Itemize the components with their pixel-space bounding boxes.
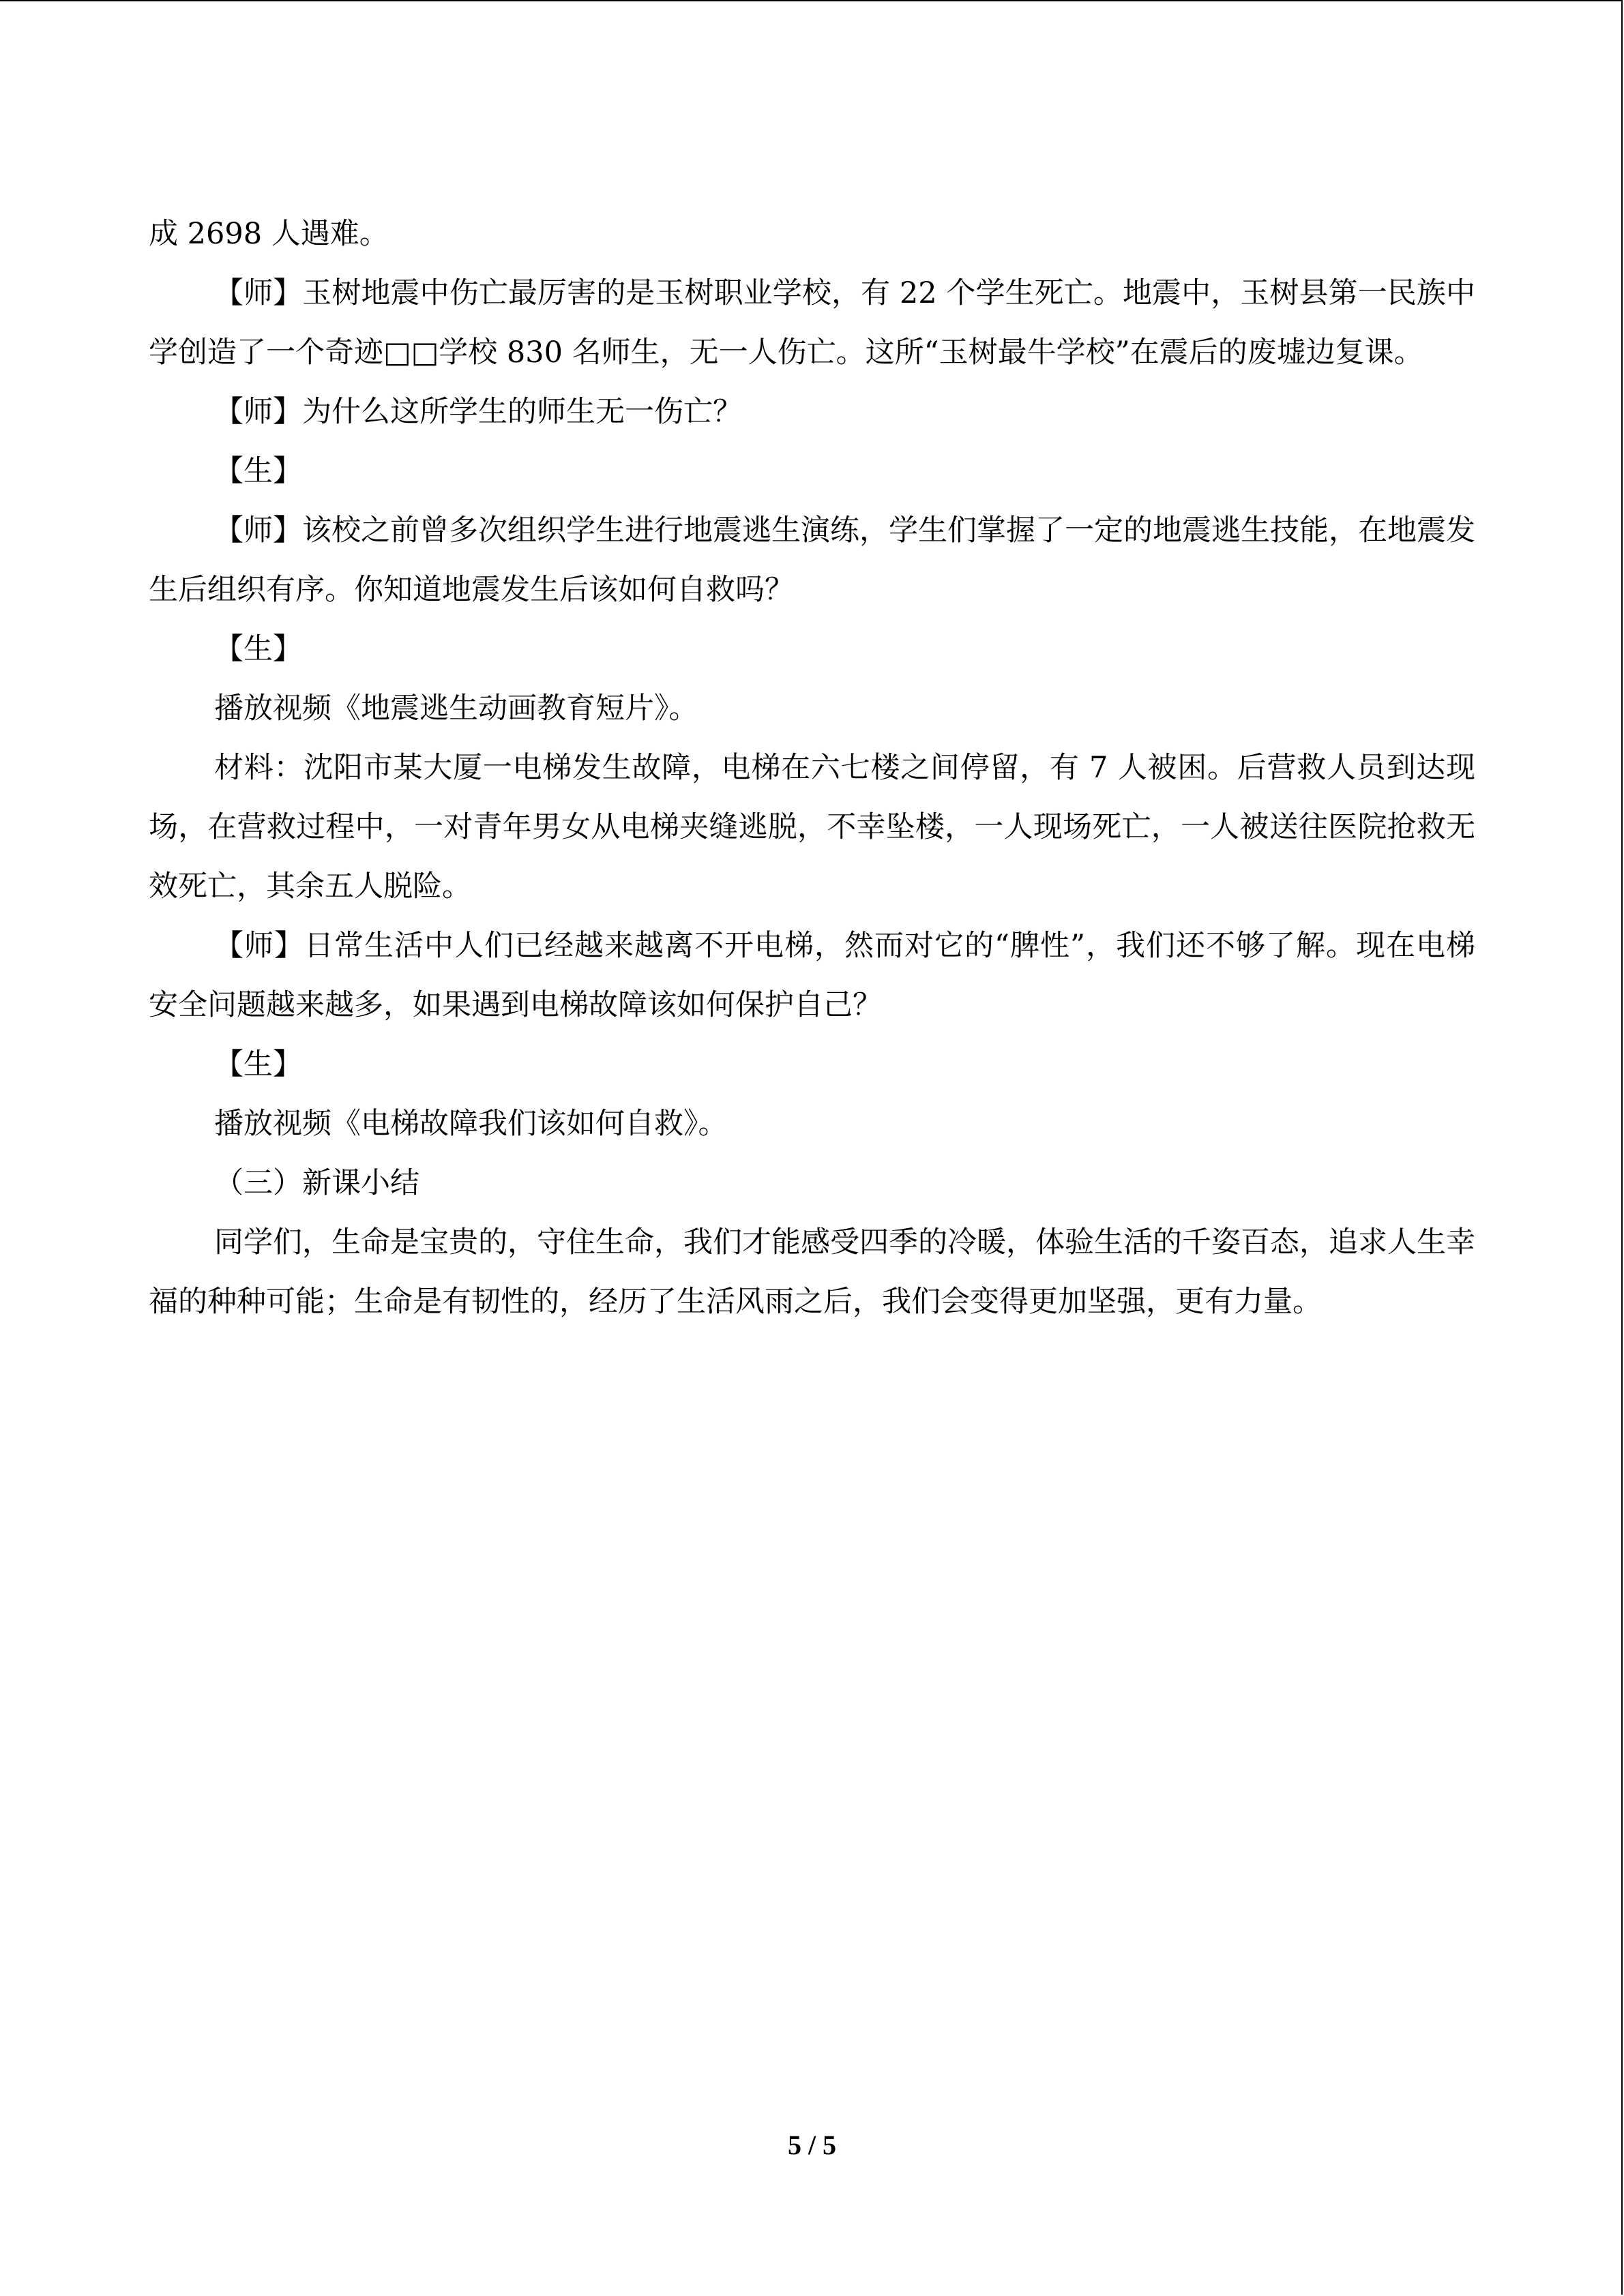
paragraph-8: 材料：沈阳市某大厦一电梯发生故障，电梯在六七楼之间停留，有 7 人被困。后营救人员到达现场，在营救过程中，一对青年男女从电梯夹缝逃脱，不幸坠楼，一人现场死亡，一人被送往医院抢救无效死亡，其余五人脱险。 (149, 751, 1475, 904)
paragraph-7: 播放视频《地震逃生动画教育短片》。 (214, 691, 698, 726)
document-body (149, 205, 1475, 1332)
paragraph-2: 【师】玉树地震中伤亡最厉害的是玉树职业学校，有 22 个学生死亡。地震中，玉树县第一民族中学创造了一个奇迹□□学校 830 名师生，无一人伤亡。这所“玉树最牛学校”在震后的废墟边复课。 (149, 276, 1475, 370)
paragraph-4: 【生】 (214, 454, 302, 488)
page-number: 5 / 5 (787, 2130, 837, 2160)
paragraph-5: 【师】该校之前曾多次组织学生进行地震逃生演练，学生们掌握了一定的地震逃生技能，在地震发生后组织有序。你知道地震发生后该如何自救吗？ (149, 513, 1475, 607)
paragraph-11: 播放视频《电梯故障我们该如何自救》。 (214, 1107, 728, 1141)
paragraph-6: 【生】 (214, 632, 302, 666)
section-heading: （三）新课小结 (214, 1166, 419, 1200)
paragraph-1: 成 2698 人遇难。 (149, 217, 389, 251)
paragraph-13: 同学们，生命是宝贵的，守住生命，我们才能感受四季的冷暖，体验生活的千姿百态，追求人生幸福的种种可能；生命是有韧性的，经历了生活风雨之后，我们会变得更加坚强，更有力量。 (149, 1225, 1475, 1319)
paragraph-10: 【生】 (214, 1047, 302, 1082)
paragraph-3: 【师】为什么这所学生的师生无一伤亡？ (214, 395, 742, 429)
paragraph-9: 【师】日常生活中人们已经越来越离不开电梯，然而对它的“脾性”，我们还不够了解。现在电梯安全问题越来越多，如果遇到电梯故障该如何保护自己？ (149, 929, 1475, 1022)
